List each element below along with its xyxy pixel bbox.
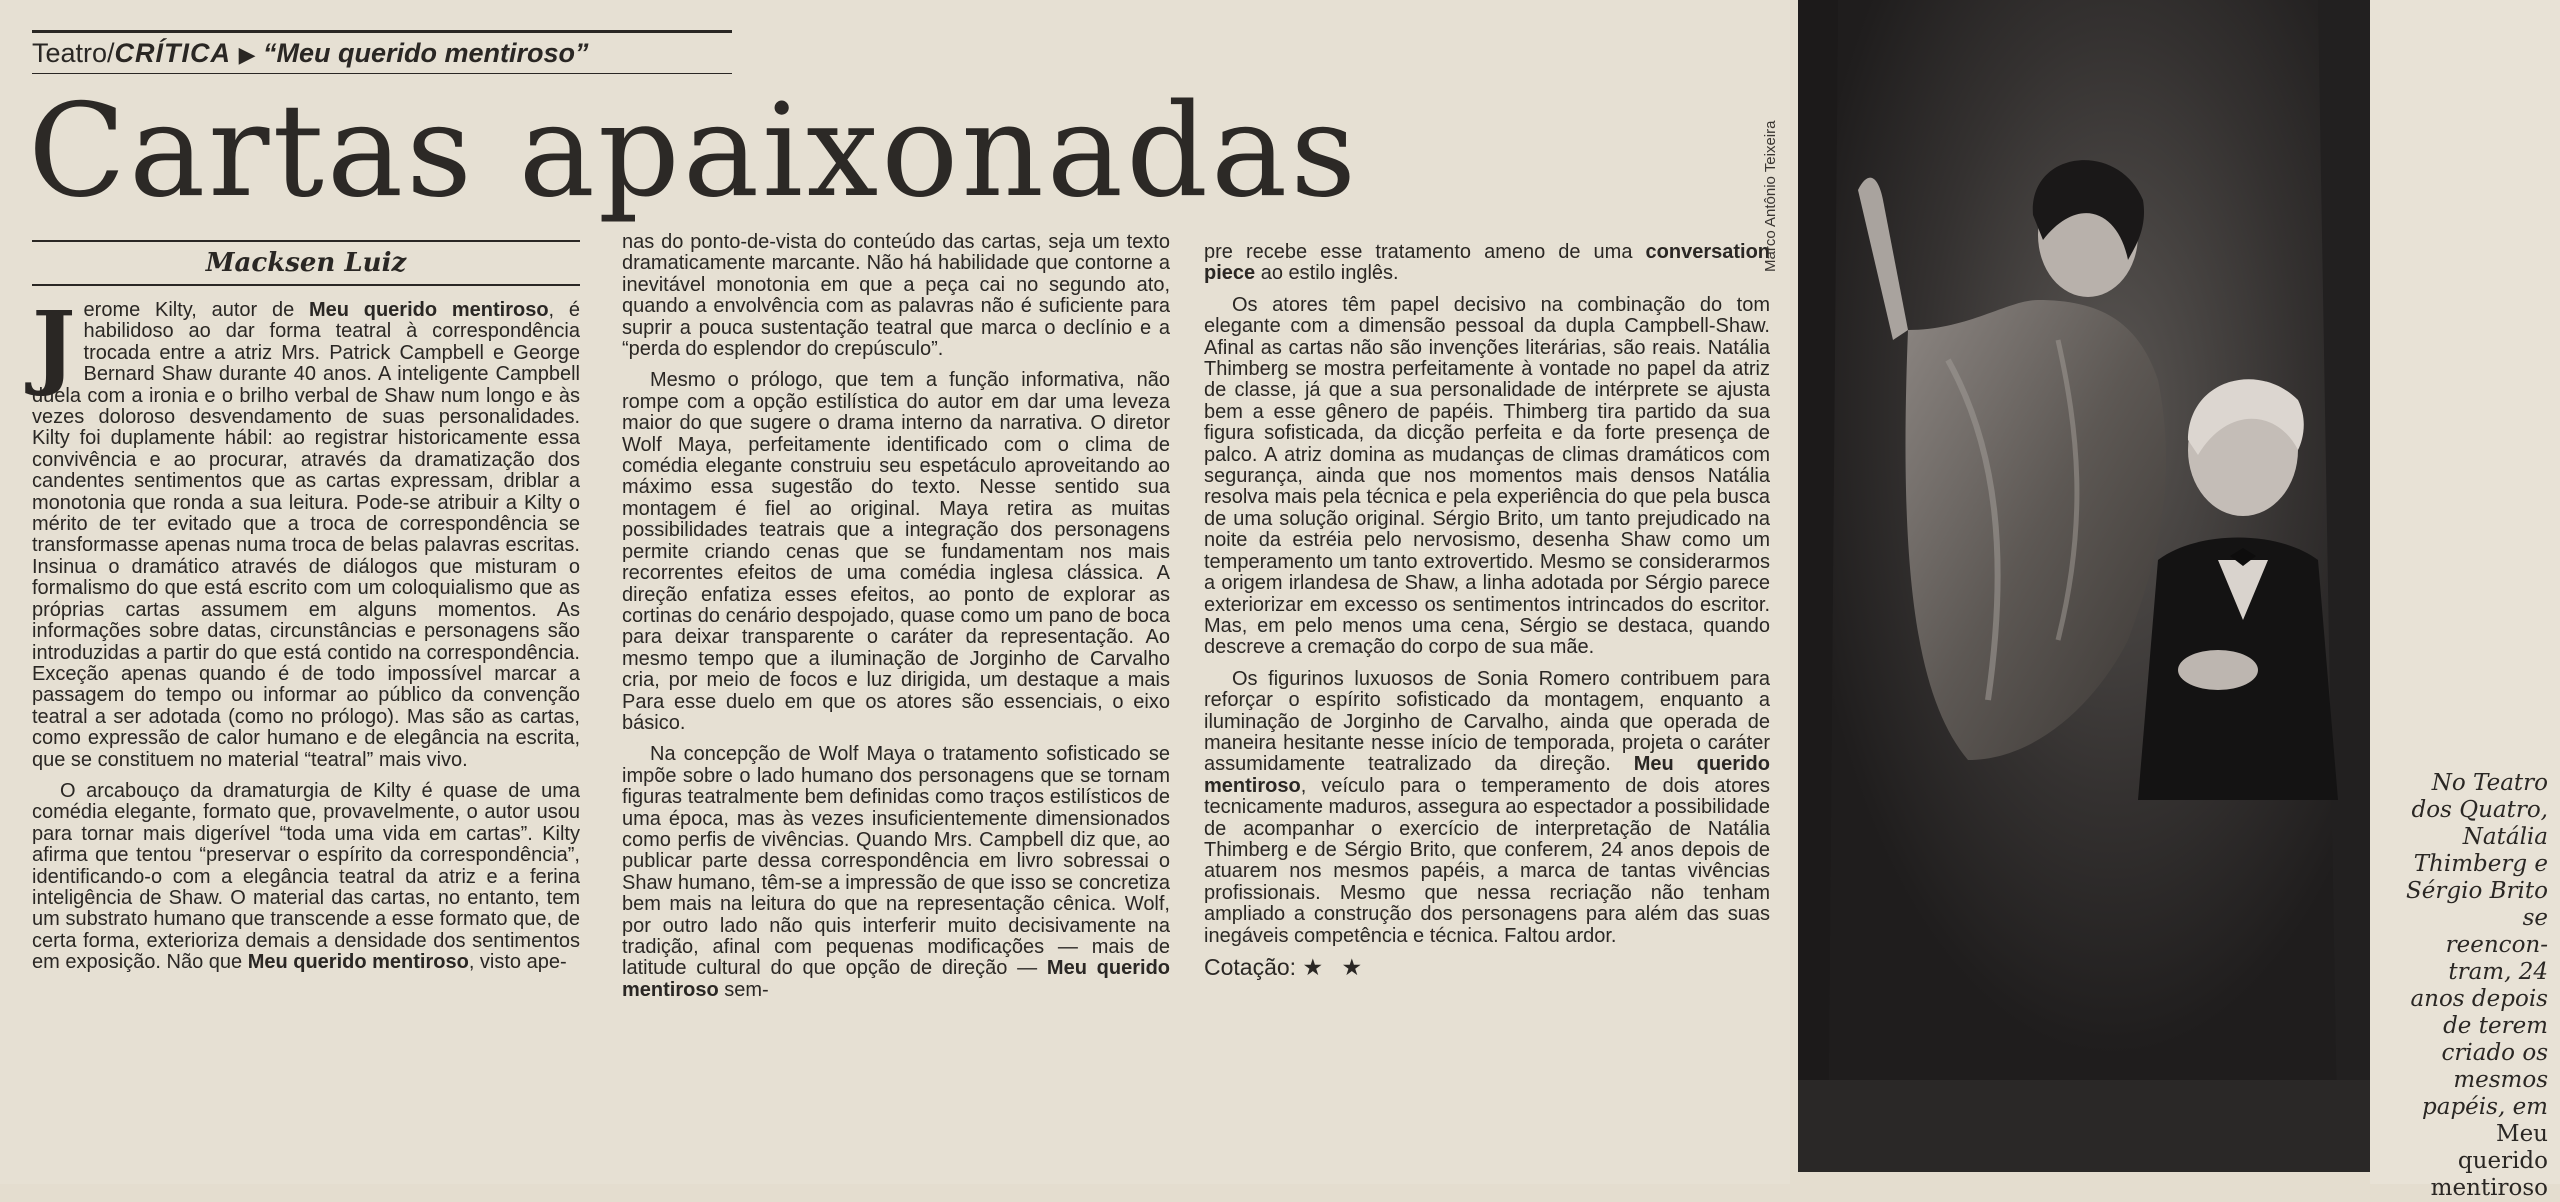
caption-line: papéis, em: [2422, 1094, 2548, 1120]
caption-title-line: querido: [2457, 1148, 2548, 1174]
caption-line: de terem: [2443, 1013, 2548, 1039]
text-run: , é habilidoso ao dar forma teatral à correspondência trocada entre a atriz Mrs. Patrick Campbell e George Bernard Shaw durante 40 anos. A inteligente Campbell duela com a ironia e o brilho verbal de Shaw num longo e às vezes doloroso desvendamento de suas personalidades. Kilty foi duplamente hábil: ao registrar historicamente essa convivência e ao procurar, através da dramatização dos candentes sentimentos que as cartas expressam, driblar a monotonia que ronda a sua leitura. Pode-se atribuir a Kilty o mérito de ter evitado que a troca de correspondência se transformasse apenas numa troca de belas palavras escritas. Insinua o dramático através de diálogos que misturam o formalismo do que está escrito com um coloquialismo que as próprias cartas assumem em alguns momentos. As informações sobre datas, circunstâncias e personagens são introduzidas a partir do que está contido na correspondência. Exceção apenas quando é de todo impossível marcar a passagem do tempo ou informar ao público da convenção teatral a ser adotada (como no prólogo). Mas são as cartas, como expressão de calor humano e de elegância na escrita, que se constituem no material “teatral” mais vivo.: [32, 299, 580, 771]
paragraph: [32, 781, 580, 974]
caption-line: anos depois: [2410, 986, 2548, 1012]
text-run: ao estilo inglês.: [1255, 262, 1399, 285]
caption-line: tram, 24: [2448, 959, 2548, 985]
caption-line: Natália: [2462, 824, 2548, 850]
section-kicker: [32, 30, 732, 74]
text-run: Na concepção de Wolf Maya o tratamento sofisticado se impõe sobre o lado humano dos personagens que se tornam figuras teatralmente bem definidas como traços estilísticos de uma época, mas às vezes insuficientemente dimensionados como perfis de vivências. Quando Mrs. Campbell diz que, ao publicar parte dessa correspondência em livro sobressai o Shaw humano, têm-se a impressão de que isso se concretiza bem mais na leitura do que na representação cênica. Wolf, por outro lado não quis interferir muito decisivamente na tradição, afinal com pequenas modificações — mais de latitude cultural do que opção de direção —: [622, 743, 1170, 980]
photo-illustration: [1798, 0, 2370, 1172]
play-title: Meu querido mentiroso: [622, 957, 1171, 1001]
paragraph: Mesmo o prólogo, que tem a função informativa, não rompe com a opção estilística do autor em dar uma leveza maior do que sugere o drama interno da narrativa. O diretor Wolf Maya, perfeitamente identificado com o clima de comédia elegante construiu seu espetáculo aproveitando ao máximo essa sugestão do texto. Nesse sentido sua montagem é fiel ao original. Maya retira as muitas possibilidades teatrais que a integração dos personagens permite criando cenas que se fundamentam nos mais recorrentes efeitos de uma comédia inglesa clássica. A direção enfatiza esses efeitos, ao ponto de explorar as cortinas do cenário despojado, quase como um pano de boca para deixar transparente o caráter da representação. Ao mesmo tempo que a iluminação de Jorginho de Carvalho cria, por meio de focos e luz dirigida, um destaque a mais Para esse duelo em que os atores são essenciais, o eixo básico.: [622, 369, 1170, 734]
byline: Macksen Luiz: [32, 246, 580, 286]
caption-line: mesmos: [2453, 1067, 2548, 1093]
caption-line: reencon-: [2445, 932, 2548, 958]
text-run: sem-: [718, 978, 769, 1001]
text-run: O arcabouço da dramaturgia de Kilty é quase de uma comédia elegante, formato que, provavelmente, o autor usou para tornar mais digerível “toda uma vida em cartas”. Kilty afirma que tentou “preservar o espírito da correspondência”, identificando-o com a elegância teatral da atriz e a ferina inteligência de Shaw. O material das cartas, no entanto, tem um substrato humano que transcende a esse formato que, de certa forma, exterioriza demais a densidade dos sentimentos em exposição. Não que: [32, 779, 580, 974]
text-run: Os figurinos luxuosos de Sonia Romero contribuem para reforçar o espírito sofisticado da montagem, enquanto a iluminação de Jorginho de Carvalho, ainda que operada de maneira hesitante nesse início de temporada, projeta o caráter assumidamente teatralizado da direção.: [1204, 667, 1770, 776]
play-title: Meu querido mentiroso: [247, 951, 469, 974]
photo-caption: [2378, 770, 2548, 1202]
caption-line: Sérgio Brito: [2406, 878, 2548, 904]
text-run: erome Kilty, autor de: [83, 299, 309, 321]
production-photo: [1798, 0, 2370, 1172]
caption-line: se: [2522, 905, 2548, 931]
paragraph: [32, 291, 580, 771]
rating-label: Cotação:: [1204, 954, 1297, 980]
text-run: pre recebe esse tratamento ameno de uma: [1204, 241, 1646, 263]
byline-rule: [32, 240, 580, 242]
paragraph: Os atores têm papel decisivo na combinação do tom elegante com a dimensão pessoal da dupla Campbell-Shaw. Afinal as cartas não são invenções literárias, são reais. Natália Thimberg se mostra perfeitamente à vontade no papel da atriz de classe, já que a sua personalidade de intérprete se ajusta bem a esse gênero de papéis. Thimberg tira partido da sua figura sofisticada, da dicção perfeita e da forte presença de palco. A atriz domina as mudanças de climas dramáticos com segurança, ainda que nos momentos mais densos Natália resolva mais pela técnica e pela experiência do que pela busca de uma solução original. Sérgio Brito, um tanto prejudicado na noite da estréia pelo nervosismo, desenha Shaw como um temperamento um tanto extrovertido. Mesmo se considerarmos a origem irlandesa de Shaw, a linha adotada por Sérgio parece exteriorizar em excesso os sentimentos intrincados do escritor. Mas, em pelo menos uma cena, Sérgio se destaca, quando descreve a cremação do corpo de sua mãe.: [1204, 293, 1770, 659]
paragraph: [1204, 669, 1770, 947]
caption-title-line: mentiroso: [2430, 1175, 2548, 1201]
kicker-section: Teatro/: [32, 38, 115, 68]
text-run: , veículo para o temperamento de dois atores tecnicamente maduros, assegura ao espectador a possibilidade de acompanhar o exercício de interpretação de Natália Thimberg e de Sérgio Brito, que conferem, 24 anos depois de atuarem nos mesmos papéis, a marca de tantas vivências profissionais. Mesmo que nessa recriação não tenham ampliado a construção dos personagens para além das suas inegáveis competência e técnica. Faltou ardor.: [1204, 774, 1770, 947]
emphasis: conversation piece: [1204, 241, 1770, 285]
paragraph: [622, 744, 1170, 1001]
rating-stars: ★ ★: [1302, 954, 1369, 980]
article-column-1: [32, 291, 580, 984]
caption-strip: [2370, 0, 2560, 1201]
play-title: Meu querido mentiroso: [308, 299, 549, 321]
article-column-3: [1204, 242, 1770, 988]
caption-line: Thimberg e: [2413, 851, 2548, 877]
photo-credit: Marco Antônio Teixeira: [1762, 120, 1779, 272]
caption-line: No Teatro: [2431, 770, 2548, 796]
caption-line: criado os: [2441, 1040, 2548, 1066]
paragraph: nas do ponto-de-vista do conteúdo das cartas, seja um texto dramaticamente marcante. Não há habilidade que contorne a inevitável monotonia em que a peça cai no segundo ato, quando a envolvência com as palavras não é suficiente para suprir a pouca sustentação teatral que marca o declínio e a “perda do esplendor do crepúsculo”.: [622, 231, 1170, 361]
caption-line: dos Quatro,: [2411, 797, 2548, 823]
play-title: Meu querido mentiroso: [1204, 753, 1770, 797]
kicker-subject: “Meu querido mentiroso”: [263, 38, 589, 68]
headline: Cartas apaixonadas: [28, 77, 1359, 226]
caption-title-line: Meu: [2496, 1121, 2548, 1147]
kicker-arrow-icon: ▶: [238, 42, 256, 67]
drop-cap: J: [32, 291, 76, 399]
text-run: , visto ape-: [468, 951, 567, 974]
article-column-2: [622, 232, 1170, 1011]
paragraph: [1204, 242, 1770, 285]
rating: [1204, 954, 1770, 980]
kicker-category: CRÍTICA: [114, 38, 232, 68]
